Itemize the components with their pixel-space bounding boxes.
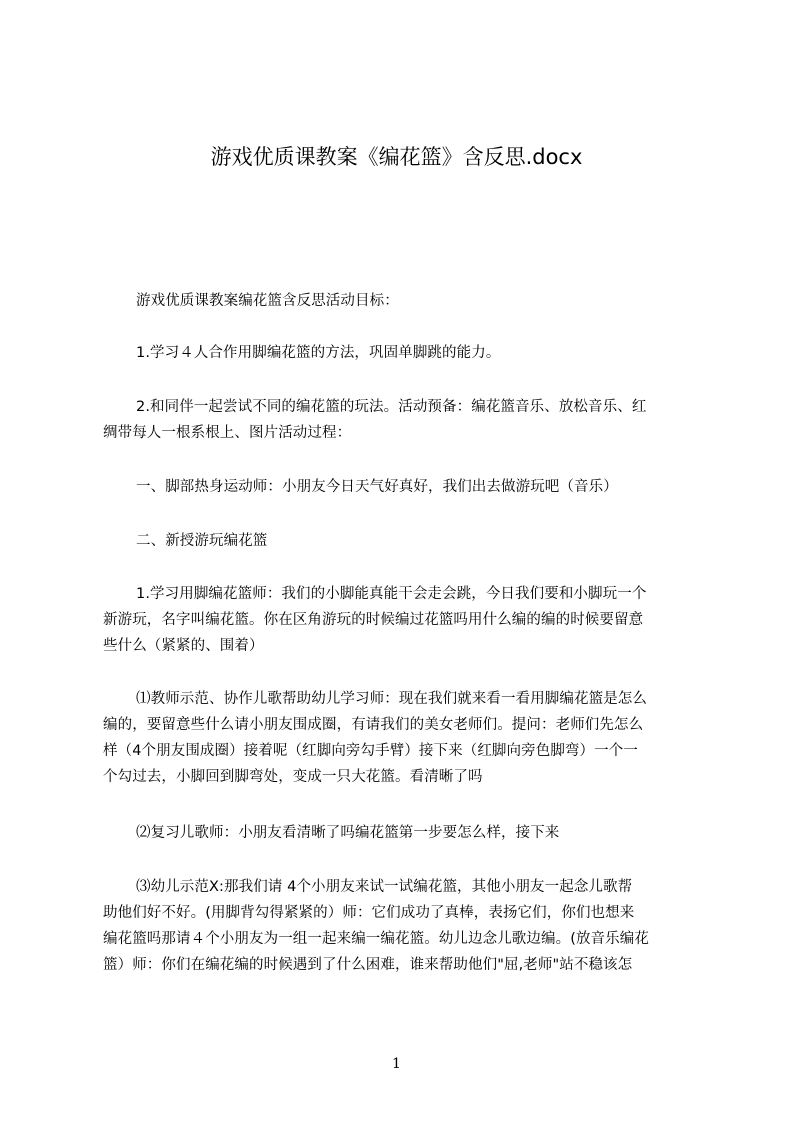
page-number: 1	[392, 1056, 401, 1072]
paragraph-line: 编的，要留意些什么请小朋友围成圈，有请我们的美女老师们。提问：老师们先怎么	[103, 717, 644, 733]
paragraph-line: ⑴教师示范、协作儿歌帮助幼儿学习师：现在我们就来看一看用脚编花篮是怎么	[136, 691, 647, 707]
document-title: 游戏优质课教案《编花篮》含反思.docx	[210, 145, 583, 169]
paragraph	[103, 874, 703, 978]
paragraph-line: 一、脚部热身运动师：小朋友今日天气好真好，我们出去做游玩吧（音乐）	[136, 479, 618, 495]
paragraph-line: ⑵复习儿歌师：小朋友看清晰了吗编花篮第一步要怎么样，接下来	[136, 825, 560, 841]
paragraph-line: 1.学习４人合作用脚编花篮的方法，巩固单脚跳的能力。	[136, 345, 501, 361]
paragraph-line: 样（4个朋友围成圈）接着呢（红脚向旁勾手臂）接下来（红脚向旁色脚弯）一个一	[103, 743, 638, 759]
paragraph-line: ⑶幼儿示范Ⅹ:那我们请 4个小朋友来试一试编花篮，其他小朋友一起念儿歌帮	[136, 879, 633, 895]
paragraph-line: 1.学习用脚编花篮师：我们的小脚能真能干会走会跳，今日我们要和小脚玩一个	[136, 586, 647, 602]
paragraph	[103, 686, 703, 790]
paragraph-line: 二、新授游玩编花篮	[136, 533, 268, 549]
paragraph-line: 游戏优质课教案编花篮含反思活动目标：	[136, 293, 399, 309]
paragraph	[103, 581, 703, 659]
paragraph-line: 编花篮吗那请４个小朋友为一组一起来编一编花篮。幼儿边念儿歌边编。(放音乐编花	[103, 931, 649, 947]
paragraph	[103, 394, 703, 446]
paragraph-line: 篮）师：你们在编花编的时候遇到了什么困难，谁来帮助他们"屈,老师"站不稳该怎	[103, 957, 633, 973]
paragraph-line: 些什么（紧紧的、围着）	[103, 638, 264, 654]
paragraph	[103, 474, 703, 500]
paragraph	[103, 820, 703, 846]
paragraph-line: 新游玩，名字叫编花篮。你在区角游玩的时候编过花篮吗用什么编的编的时候要留意	[103, 612, 644, 628]
paragraph	[103, 288, 703, 314]
paragraph	[103, 528, 703, 554]
paragraph-line: 绸带每人一根系根上、图片活动过程：	[103, 425, 352, 441]
paragraph-line: 个勾过去，小脚回到脚弯处，变成一只大花篮。看清晰了吗	[103, 769, 483, 785]
paragraph-line: 助他们好不好。(用脚背勾得紧紧的）师：它们成功了真棒，表扬它们，你们也想来	[103, 905, 635, 921]
paragraph-line: 2.和同伴一起尝试不同的编花篮的玩法。活动预备：编花篮音乐、放松音乐、红	[136, 399, 647, 415]
paragraph	[103, 340, 703, 366]
